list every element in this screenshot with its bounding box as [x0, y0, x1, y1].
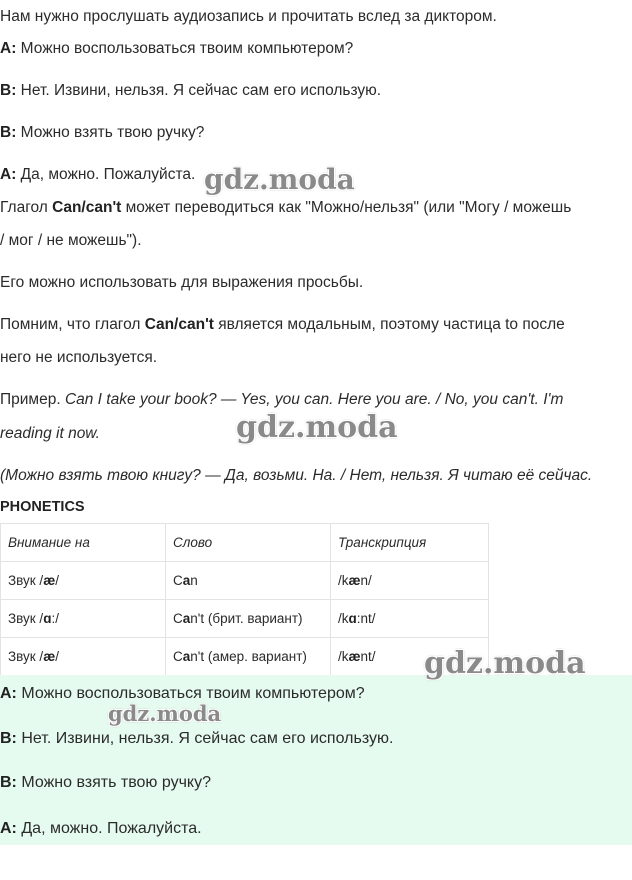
- example-text: Can I take your book? — Yes, you can. Here you are. / No, you can't. I'm: [64, 391, 564, 408]
- explain-p3-line1: [0, 315, 565, 335]
- example-label: Пример.: [0, 391, 65, 408]
- dialogue-text: Да, можно. Пожалуйста.: [16, 166, 196, 183]
- intro-text: Нам нужно прослушать аудиозапись и прочитать вслед за диктором.: [0, 8, 497, 25]
- explain-p1-line2: / мог / не можешь").: [0, 232, 142, 249]
- example-translation: [0, 466, 592, 486]
- header-cell: Внимание на: [1, 524, 166, 562]
- table-cell: /kæn/: [331, 562, 489, 600]
- table-cell: Звук /ɑ:/: [1, 600, 166, 638]
- dialogue-line-2: [0, 81, 381, 101]
- dialogue-text: Нет. Извини, нельзя. Я сейчас сам его использую.: [16, 730, 394, 747]
- example-line1: [0, 390, 563, 410]
- explain-p3-line2: него не используется.: [0, 349, 158, 366]
- table-row: [1, 562, 489, 600]
- example-line2: [0, 424, 100, 444]
- dialogue-line-1: [0, 39, 353, 59]
- table-row: [1, 600, 489, 638]
- dialogue-text: Можно взять твою ручку?: [16, 774, 211, 791]
- speaker-label: A:: [0, 685, 17, 702]
- dialogue-text: Да, можно. Пожалуйста.: [16, 820, 202, 837]
- table-cell: Can't (амер. вариант): [166, 638, 331, 676]
- watermark-logo: gdz.moda: [424, 646, 586, 681]
- speaker-label: B:: [0, 730, 17, 747]
- text: может переводиться как "Можно/нельзя" (или "Могу / можешь: [121, 199, 572, 216]
- green-dialogue-line-2: [0, 729, 393, 749]
- text: Глагол: [0, 199, 53, 216]
- speaker-label: A:: [0, 40, 17, 57]
- table-cell: Звук /æ/: [1, 562, 166, 600]
- watermark-logo: gdz.moda: [108, 701, 222, 726]
- header-cell: Слово: [166, 524, 331, 562]
- table-cell: Can: [166, 562, 331, 600]
- translation-text: (Можно взять твою книгу? — Да, возьми. На. / Нет, нельзя. Я читаю её сейчас.: [0, 467, 593, 484]
- speaker-label: A:: [0, 166, 17, 183]
- header-cell: Транскрипция: [331, 524, 489, 562]
- green-dialogue-line-4: [0, 819, 202, 839]
- verb-highlight: Can/can't: [144, 316, 214, 333]
- watermark-logo: gdz.moda: [204, 163, 355, 196]
- explain-p2: Его можно использовать для выражения просьбы.: [0, 274, 364, 291]
- table-cell: Звук /æ/: [1, 638, 166, 676]
- phonetics-title: PHONETICS: [0, 499, 85, 515]
- table-row: [1, 638, 489, 676]
- table-header-row: [1, 524, 489, 562]
- watermark-logo: gdz.moda: [236, 410, 398, 445]
- example-text: reading it now.: [0, 425, 100, 442]
- dialogue-text: Можно взять твою ручку?: [16, 124, 205, 141]
- green-dialogue-line-3: [0, 773, 211, 793]
- verb-highlight: Can/can't: [52, 199, 122, 216]
- speaker-label: B:: [0, 774, 17, 791]
- dialogue-text: Можно воспользоваться твоим компьютером?: [16, 685, 365, 702]
- table-cell: /kɑ:nt/: [331, 600, 489, 638]
- dialogue-text: Можно воспользоваться твоим компьютером?: [16, 40, 354, 57]
- text: Помним, что глагол: [0, 316, 145, 333]
- dialogue-text: Нет. Извини, нельзя. Я сейчас сам его использую.: [16, 82, 382, 99]
- speaker-label: B:: [0, 124, 17, 141]
- dialogue-line-3: [0, 123, 204, 143]
- explain-p1-line1: [0, 198, 571, 218]
- speaker-label: A:: [0, 820, 17, 837]
- phonetics-table: [0, 523, 489, 676]
- table-cell: /kænt/: [331, 638, 489, 676]
- speaker-label: B:: [0, 82, 17, 99]
- dialogue-line-4: [0, 165, 195, 185]
- text: является модальным, поэтому частица to после: [213, 316, 565, 333]
- table-cell: Can't (брит. вариант): [166, 600, 331, 638]
